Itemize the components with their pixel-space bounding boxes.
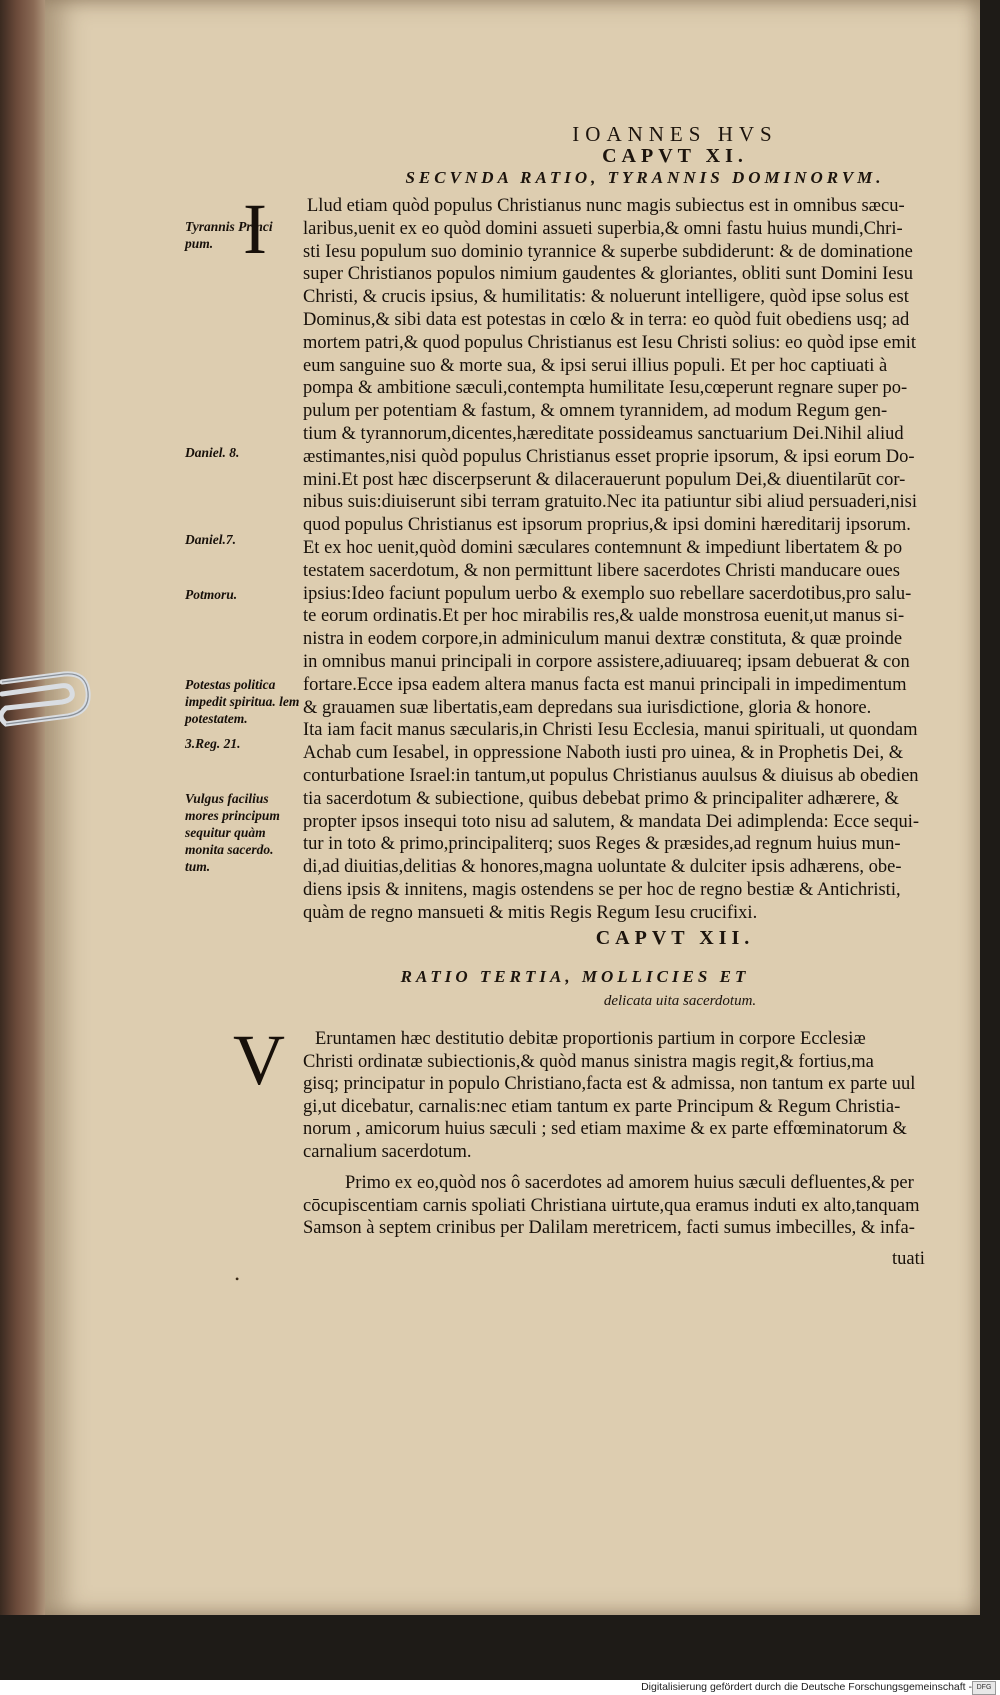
dfg-logo: DFG (972, 1681, 996, 1695)
text-line: diens ipsis & innitens, magis ostendens se per hoc de regno bestiæ & Antichristi, (303, 880, 901, 900)
text-line: tur in toto & primo,principaliterq; suos Reges & præsides,ad regnum huius mun- (303, 834, 901, 855)
text-line: tium & tyrannorum,dicentes,hæreditate possideamus sanctuarium Dei.Nihil aliud (303, 424, 904, 444)
book-page (45, 0, 980, 1615)
chapter-heading: CAPVT XI. (602, 145, 748, 167)
footer-credit: Digitalisierung gefördert durch die Deutsche Forschungsgemeinschaft - (641, 1681, 972, 1693)
text-line: te eorum ordinatis.Et per hoc mirabilis res,& ualde monstrosa euenit,ut manus si- (303, 606, 905, 627)
text-line: mini.Et post hæc discerpserunt & dilacerauerunt populum Dei,& diuentilarūt cor- (303, 469, 906, 490)
text-line: & grauamen suæ libertatis,eam depredans sua iurisdictione, gloria & honore. (303, 697, 872, 718)
margin-note: Potestas politica impedit spiritua. lem potestatem. (185, 677, 300, 726)
text-line: gi,ut dicebatur, carnalis:nec etiam tantum ex parte Principum & Regum Christia- (303, 1096, 901, 1117)
text-line: nistra in eodem corpore,in adminiculum manui dextræ constituta, & quæ proinde (303, 629, 903, 650)
text-line: Achab cum Iesabel, in oppressione Naboth iusti pro uinea, & in Prophetis Dei, & (303, 743, 904, 764)
margin-note: Potmoru. (185, 587, 238, 602)
text-line: carnalium sacerdotum. (303, 1141, 472, 1162)
chapter-heading: CAPVT XII. (595, 927, 755, 949)
text-line: conturbatione Israel:in tantum,ut populus Christianus auulsus & diuisus ab obedien (303, 766, 919, 786)
catchword: tuati (892, 1249, 925, 1269)
book-fore-edge (0, 0, 48, 1615)
text-line: laribus,uenit ex eo quòd domini assueti superbia,& omni fastu huius mundi,Chri- (303, 218, 903, 239)
text-line: mortem patri,& quod populus Christianus est Iesu Christi solius: eo quòd ipse emit (303, 332, 917, 353)
text-line: di,ad diuitias,delitias & honores,magna uoluntate & dulciter ipsis adhærens, obe- (303, 857, 902, 878)
text-line: in omnibus manui principali in corpore assistere,adiuuareq; ipsam debuerat & con (303, 652, 910, 672)
running-title: IOANNES HVS (572, 122, 778, 146)
margin-note: Daniel. 8. (185, 445, 240, 460)
ink-spot: • (235, 1272, 240, 1286)
margin-note: Vulgus facilius mores principum sequitur quàm monita sacerdo. tum. (185, 791, 280, 874)
margin-note: 3.Reg. 21. (185, 736, 241, 751)
text-line: Primo ex eo,quòd nos ô sacerdotes ad amorem huius sæculi defluentes,& per (345, 1173, 914, 1193)
text-line: super Christianos populos nimium gaudentes & gloriantes, obliti sunt Domini Iesu (303, 264, 913, 285)
footer-bar (0, 1680, 1000, 1695)
text-line: sti Iesu populum suo dominio tyrannice & superbe subdiderunt: & de dominatione (303, 241, 913, 262)
text-line: ipsius:Ideo faciunt populum uerbo & exemplo suo rebellare sacerdotibus,pro salu- (303, 583, 912, 604)
text-line: Christi, & crucis ipsius, & humilitatis: & noluerunt intelligere, quòd ipse solus est (303, 287, 909, 308)
text-line: Et ex hoc uenit,quòd domini sæculares contemnunt & impediunt libertatem & po (303, 538, 903, 558)
text-line: gisq; principatur in populo Christiano,facta est & admissa, non tantum ex parte uul (303, 1074, 916, 1094)
text-line: pompa & ambitione sæculi,contempta humilitate Iesu,cœperunt regnare super po- (303, 378, 908, 399)
text-line: propter ipsos insequi toto nisu ad salutem, & mandata Dei adimplenda: Ecce sequi- (303, 811, 920, 832)
text-line: Dominus,& sibi data est potestas in cœlo & in terra: eo quòd fuit obediens usq; ad (303, 310, 910, 330)
text-line: Christi ordinatæ subiectionis,& quòd manus sinistra magis regit,& fortius,ma (303, 1051, 874, 1072)
text-line: tia sacerdotum & subiectione, quibus debebat primo & principaliter adhærere, & (303, 788, 899, 809)
text-line: Llud etiam quòd populus Christianus nunc magis subiectus est in omnibus sæcu- (307, 196, 905, 216)
section-title: SECVNDA RATIO, TYRANNIS DOMINORVM. (405, 168, 885, 187)
drop-initial: V (233, 1020, 285, 1100)
text-line: nibus suis:diuiserunt sibi terram gratuito.Nec ita patiuntur sibi aliud persuaderi,nisi (303, 492, 917, 513)
text-line: testatem sacerdotum, & non permittunt libere sacerdotes Christi manducare oues (303, 560, 900, 581)
text-line: æstimantes,nisi quòd populus Christianus esset proprie ipsorum, & ipsi eorum Do- (303, 446, 915, 467)
margin-note: Daniel.7. (185, 532, 237, 547)
margin-note: Tyrannis Princi pum. (185, 219, 273, 251)
text-line: Samson à septem crinibus per Dalilam meretricem, facti sumus imbecilles, & infa- (303, 1218, 915, 1238)
section-subtitle: delicata uita sacerdotum. (603, 993, 757, 1009)
section-title: RATIO TERTIA, MOLLICIES ET (400, 967, 750, 986)
text-line: norum , amicorum huius sæculi ; sed etiam maxime & ex parte effœminatorum & (303, 1119, 907, 1139)
text-line: quàm de regno mansueti & mitis Regis Regum Iesu crucifixi. (303, 902, 758, 923)
text-line: quod populus Christianus est ipsorum proprius,& ipsi domini hæreditarij ipsorum. (303, 515, 911, 536)
text-line: cōcupiscentiam carnis spoliati Christiana uirtute,qua eramus induti ex alto,tanquam (303, 1195, 920, 1216)
drop-initial: I (243, 189, 267, 269)
text-line: eum sanguine suo & morte sua, & ipsi serui illius populi. Et per hoc captiuati à (303, 355, 888, 376)
text-line: Eruntamen hæc destitutio debitæ proportionis partium in corpore Ecclesiæ (315, 1029, 866, 1049)
paper-clip-icon (0, 668, 92, 736)
text-line: Ita iam facit manus sæcularis,in Christi Iesu Ecclesia, manui spirituali, ut quondam (303, 720, 918, 741)
text-line: fortare.Ecce ipsa eadem altera manus facta est manui principali in impedimentum (303, 674, 907, 695)
text-line: pulum per potentiam & fastum, & omnem tyrannidem, ad modum Regum gen- (303, 401, 888, 422)
